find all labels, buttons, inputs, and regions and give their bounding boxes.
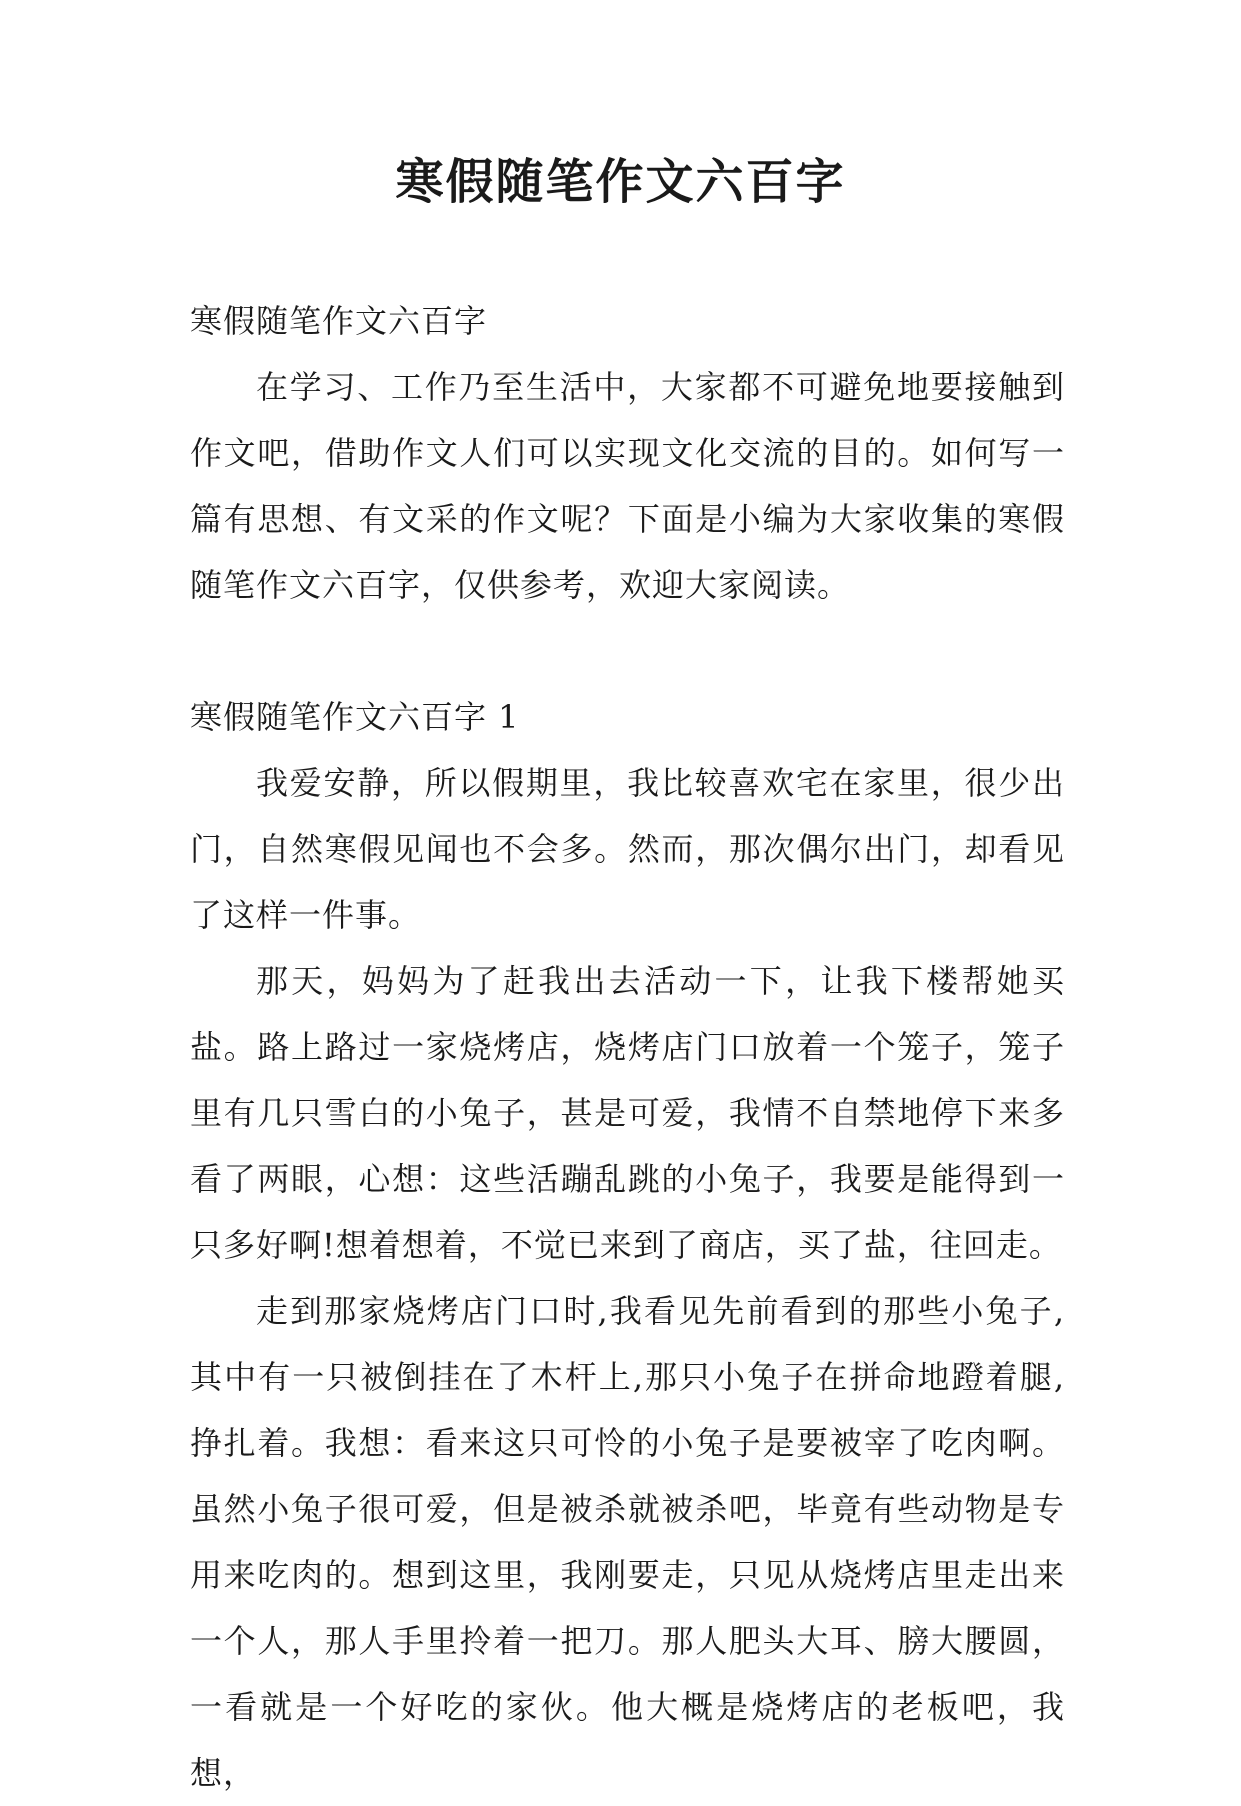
- body-paragraph: 我爱安静，所以假期里，我比较喜欢宅在家里，很少出门，自然寒假见闻也不会多。然而，那次偶尔出门，却看见了这样一件事。: [190, 764, 1065, 934]
- document-body: [190, 288, 1065, 1806]
- body-paragraph: 那天，妈妈为了赶我出去活动一下，让我下楼帮她买盐。路上路过一家烧烤店，烧烤店门口放着一个笼子，笼子里有几只雪白的小兔子，甚是可爱，我情不自禁地停下来多看了两眼，心想：这些活蹦乱跳的小兔子，我要是能得到一只多好啊!想着想着，不觉已来到了商店，买了盐，往回走。: [190, 962, 1065, 1264]
- intro-heading: 寒假随笔作文六百字: [190, 302, 488, 340]
- intro-paragraph: 在学习、工作乃至生活中，大家都不可避免地要接触到作文吧，借助作文人们可以实现文化交流的目的。如何写一篇有思想、有文采的作文呢？下面是小编为大家收集的寒假随笔作文六百字，仅供参考，欢迎大家阅读。: [190, 368, 1065, 604]
- body-paragraph: 走到那家烧烤店门口时,我看见先前看到的那些小兔子,其中有一只被倒挂在了木杆上,那只小兔子在拼命地蹬着腿,挣扎着。我想：看来这只可怜的小兔子是要被宰了吃肉啊。虽然小兔子很可爱，但是被杀就被杀吧，毕竟有些动物是专用来吃肉的。想到这里，我刚要走，只见从烧烤店里走出来一个人，那人手里拎着一把刀。那人肥头大耳、膀大腰圆，一看就是一个好吃的家伙。他大概是烧烤店的老板吧，我想，: [190, 1292, 1065, 1792]
- section-heading: 寒假随笔作文六百字 1: [190, 698, 520, 736]
- document-title: 寒假随笔作文六百字: [395, 154, 846, 210]
- section-spacer: [190, 618, 1065, 684]
